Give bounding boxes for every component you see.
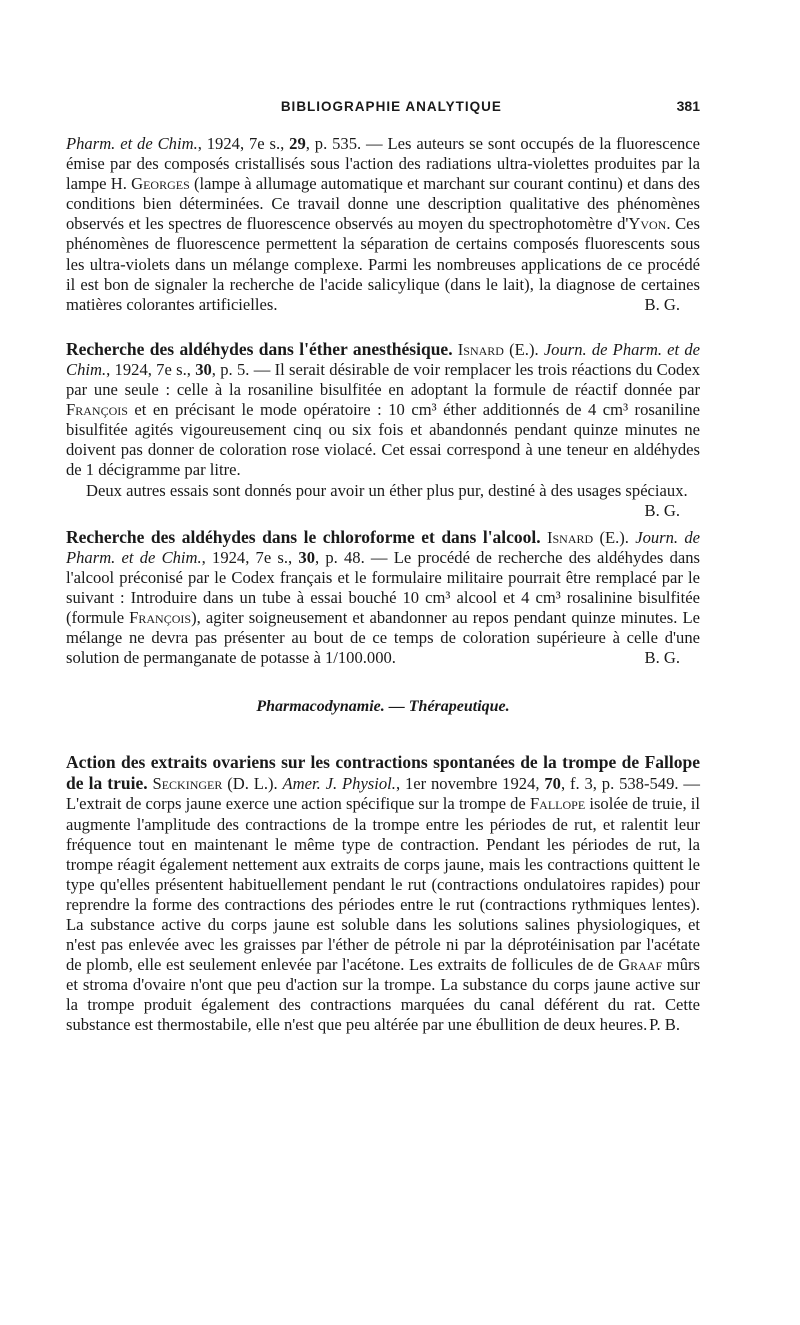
signature: B. G.: [644, 500, 680, 520]
author-initials: (D. L.).: [222, 774, 283, 794]
article-title: Recherche des aldéhydes dans l'éther anesthésique.: [66, 338, 453, 359]
article-title: Recherche des aldéhydes dans le chloroforme et dans l'alcool.: [66, 526, 541, 547]
author-name: Fallope: [529, 794, 586, 814]
ref-pages: , f. 3, p. 538-549. —: [560, 774, 700, 794]
abstract-text: Les auteurs se sont occupés de la fluorescence émise par des composés cristallisés sous l'action des radiations ultra-violettes produites par la lampe H.: [66, 134, 700, 194]
abstract-text: et en précisant le mode opératoire : 10 cm³ éther additionnés de 4 cm³ rosaniline bisulfitée agités vigoureusement cinq ou six fois et abandonnés pendant quinze minutes ne doivent pas donner de coloration rose violacé. Cet essai correspond à une teneur en aldéhydes de 1 décigramme par litre.: [66, 400, 700, 480]
author-name: Isnard: [457, 339, 504, 359]
journal-ref: Pharm. et de Chim.: [66, 134, 198, 153]
journal-ref: Amer. J. Physiol.: [282, 774, 396, 794]
section-heading: Pharmacodynamie. — Thérapeutique.: [256, 698, 510, 716]
ref-detail: , 1er novembre 1924,: [395, 774, 545, 794]
author-name: François: [66, 400, 128, 420]
author-name: François: [129, 607, 192, 627]
document-page: [66, 98, 700, 1062]
ref-detail: , 1924, 7e s.,: [197, 134, 290, 153]
signature: P. B.: [649, 1015, 680, 1035]
article-title: Action des extraits ovariens sur les contractions spontanées de la trompe de Fallope de la truie.: [66, 752, 700, 794]
ref-pages: , p. 535. —: [305, 134, 388, 153]
journal-ref: Journ. de Pharm. et de Chim.: [66, 339, 700, 379]
abstract-entry-ovarian: [66, 752, 700, 1035]
abstract-entry-fluorescence: [66, 134, 700, 315]
author-name: Georges: [131, 174, 190, 194]
abstract-text: isolée de truie, il augmente l'amplitude des contractions de la trompe entre les périodes de rut, et ralentit leur fréquence tout en maintenant le même type de contraction. Pendant les périodes de rut, la trompe réagit également nettement aux extraits de corps jaune, mais les contractions quittent le type qu'elles présentent habituellement pendant le rut (contractions ondulatoires rapides) pour reprendre la forme des contractions des périodes entre le rut (contractions rythmiques lentes). La substance active du corps jaune est soluble dans les solutions salines physiologiques, et n'est pas enlevée avec les graisses par l'éther de pétrole ni par la déprotéinisation par l'acétate de plomb, elle est seulement enlevée par l'acétone. Les extraits de follicules de de: [66, 794, 700, 975]
abstract-text: (lampe à allumage automatique et marchant sur courant continu) et dans des conditions bien déterminées. Ce travail donne une description qualitative des phénomènes observés et les spectres de fluorescence observés au moyen du spectrophotomètre d': [66, 174, 700, 234]
abstract-text: mûrs et stroma d'ovaire n'ont que peu d'action sur la trompe. La substance du corps jaune active sur la trompe produit également des contractions marquées du canal déférent du rat. Cette substance est thermostabile, elle n'est que peu altérée par une ébullition de deux heures.: [66, 955, 700, 1035]
abstract-text: ), agiter soigneusement et abandonner au repos pendant quinze minutes. Le mélange ne devra pas présenter au bout de ce temps de coloration supérieure à celle d'une solution de permanganate de potasse à 1/100.000.: [66, 607, 700, 668]
author-initials: (E.).: [593, 527, 636, 547]
author-name: Yvon: [628, 214, 667, 234]
abstract-body: [66, 339, 700, 481]
author-name: Seckinger: [152, 774, 223, 794]
author-name: Isnard: [546, 527, 594, 547]
ref-pages: , p. 48. —: [314, 547, 394, 567]
abstract-entry-ether: [66, 338, 701, 520]
abstract-text: Il serait désirable de voir remplacer les trois réactions du Codex par une seule : celle à la rosaniline bisulfitée en adoptant la formule de réactif donnée par: [66, 359, 701, 400]
abstract-paragraph-2: [66, 480, 700, 520]
abstract-body: [66, 134, 700, 315]
signature: B. G.: [644, 294, 680, 314]
author-name: Graaf: [618, 955, 663, 975]
abstract-body: [66, 752, 700, 1035]
signature: B. G.: [644, 648, 680, 668]
running-title: BIBLIOGRAPHIE ANALYTIQUE: [280, 99, 502, 114]
abstract-text: Le procédé de recherche des aldéhydes dans l'alcool préconisé par le Codex français et le formulaire militaire pourrait être remplacé par le suivant : Introduire dans un tube à essai bouché 10 cm³ alcool et 4 cm³ rosalinine bisulfitée (formule: [66, 547, 700, 627]
abstract-text: Deux autres essais sont donnés pour avoir un éther plus pur, destiné à des usages spéciaux.: [86, 480, 688, 500]
author-initials: (E.).: [503, 339, 544, 359]
journal-ref: Journ. de Pharm. et de Chim.: [66, 527, 700, 567]
ref-detail: , 1924, 7e s.,: [106, 359, 196, 379]
page-number: 381: [676, 98, 700, 114]
abstract-text: L'extrait de corps jaune exerce une action spécifique sur la trompe de: [66, 794, 530, 814]
ref-detail: , 1924, 7e s.,: [201, 547, 299, 567]
abstract-body: [66, 527, 700, 669]
volume: 30: [298, 547, 315, 567]
running-header: [66, 98, 700, 134]
abstract-text: . Ces phénomènes de fluorescence permettent la séparation de certains composés fluorescents sous les ultra-violets dans un mélange complexe. Parmi les nombreuses applications de ce procédé il est bon de signaler la recherche de l'acide salicylique (dans le lait), la diagnose de certaines matières colorantes artificielles.: [66, 214, 700, 314]
volume: 70: [544, 774, 561, 794]
volume: 29: [289, 134, 306, 153]
abstract-entry-chloroform: [66, 527, 700, 669]
ref-pages: , p. 5. —: [211, 359, 275, 379]
volume: 30: [195, 359, 212, 379]
